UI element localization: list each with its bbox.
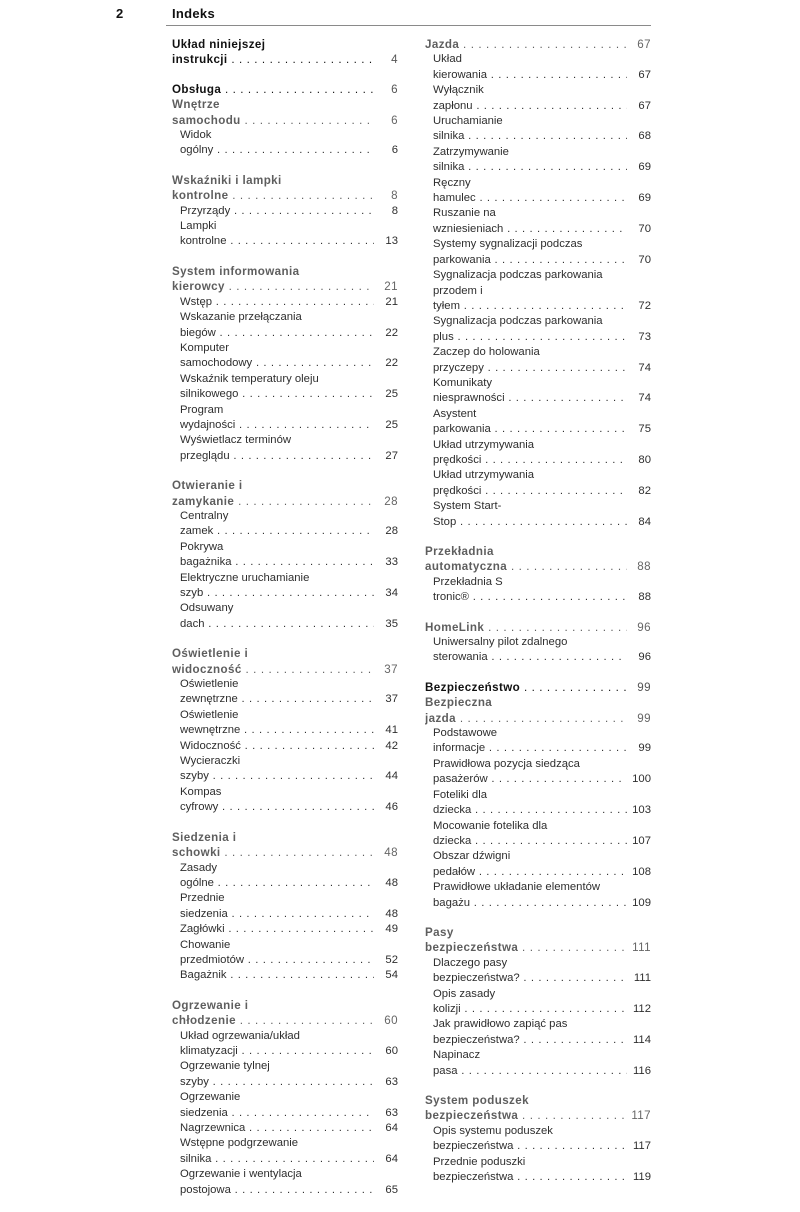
entry-title: Uruchamianie silnika . . . bbox=[433, 115, 651, 142]
index-heading[interactable] bbox=[172, 82, 398, 97]
index-entry[interactable] bbox=[425, 499, 651, 530]
index-entry[interactable] bbox=[425, 987, 651, 1018]
entry-page-number: 49 bbox=[374, 922, 398, 937]
entry-title: Dlaczego pasy bezpieczeństwa? . . . bbox=[433, 957, 651, 984]
entry-title: Wycieraczki szyby . . . bbox=[180, 755, 398, 782]
entry-title: Wskaźnik temperatury oleju silnikowego . . . bbox=[180, 373, 398, 400]
entry-title: Przekładnia S tronic® . . . bbox=[433, 576, 651, 603]
entry-title: Wstęp . . . bbox=[180, 296, 398, 308]
entry-page-number: 25 bbox=[374, 418, 398, 433]
index-entry[interactable] bbox=[425, 268, 651, 314]
index-heading[interactable] bbox=[425, 695, 651, 726]
index-entry[interactable] bbox=[172, 601, 398, 632]
entry-title: Jazda . . . bbox=[425, 38, 651, 51]
entry-title: Ogrzewanie siedzenia . . . bbox=[180, 1091, 398, 1118]
entry-title: Siedzenia i schowki . . . bbox=[172, 831, 398, 859]
index-entry[interactable] bbox=[425, 176, 651, 207]
entry-page-number: 54 bbox=[374, 968, 398, 983]
entry-page-number: 117 bbox=[627, 1108, 651, 1123]
entry-title: Opis zasady kolizji . . . bbox=[433, 988, 651, 1015]
entry-page-number: 88 bbox=[627, 559, 651, 574]
entry-title: Program wydajności . . . bbox=[180, 404, 398, 431]
entry-title: Komunikaty niesprawności . . . bbox=[433, 377, 651, 404]
index-entry[interactable] bbox=[425, 880, 651, 911]
entry-page-number: 48 bbox=[374, 876, 398, 891]
entry-page-number: 52 bbox=[374, 953, 398, 968]
entry-title: Lampki kontrolne . . . bbox=[180, 220, 398, 247]
entry-title: Widok ogólny . . . bbox=[180, 129, 398, 156]
index-entry[interactable] bbox=[425, 788, 651, 819]
index-group bbox=[172, 264, 398, 464]
entry-page-number: 21 bbox=[374, 279, 398, 294]
entry-page-number: 48 bbox=[374, 907, 398, 922]
entry-title: System informowania kierowcy . . . bbox=[172, 265, 398, 293]
entry-page-number: 103 bbox=[627, 803, 651, 818]
entry-title: System Start-Stop . . . bbox=[433, 500, 651, 527]
entry-title: Uniwersalny pilot zdalnego sterowania . . . bbox=[433, 636, 651, 663]
index-entry[interactable] bbox=[425, 83, 651, 114]
entry-title: Ręczny hamulec . . . bbox=[433, 177, 651, 204]
entry-title: Asystent parkowania . . . bbox=[433, 408, 651, 435]
entry-page-number: 109 bbox=[627, 896, 651, 911]
entry-title: HomeLink . . . bbox=[425, 621, 651, 634]
index-entry[interactable] bbox=[425, 849, 651, 880]
index-entry[interactable] bbox=[425, 52, 651, 83]
entry-page-number: 74 bbox=[627, 361, 651, 376]
entry-page-number: 114 bbox=[627, 1033, 651, 1048]
entry-title: Bezpieczna jazda . . . bbox=[425, 696, 651, 724]
index-group bbox=[172, 173, 398, 250]
entry-page-number: 65 bbox=[374, 1183, 398, 1198]
index-entry[interactable] bbox=[172, 1136, 398, 1167]
entry-title: Przednie poduszki bezpieczeństwa . . . bbox=[433, 1156, 651, 1183]
entry-page-number: 37 bbox=[374, 692, 398, 707]
entry-title: Przyrządy . . . bbox=[180, 205, 398, 217]
index-entry[interactable] bbox=[425, 468, 651, 499]
entry-title: Ogrzewanie i chłodzenie . . . bbox=[172, 999, 398, 1027]
index-entry[interactable] bbox=[172, 1029, 398, 1060]
entry-page-number: 72 bbox=[627, 299, 651, 314]
index-heading[interactable] bbox=[425, 680, 651, 695]
entry-page-number: 60 bbox=[374, 1044, 398, 1059]
entry-page-number: 35 bbox=[374, 617, 398, 632]
entry-page-number: 8 bbox=[374, 204, 398, 219]
entry-page-number: 74 bbox=[627, 391, 651, 406]
index-entry[interactable] bbox=[172, 1090, 398, 1121]
index-entry[interactable] bbox=[172, 1167, 398, 1198]
entry-title: Systemy sygnalizacji podczas parkowania . . . bbox=[433, 238, 651, 265]
entry-title: Oświetlenie i widoczność . . . bbox=[172, 647, 398, 675]
index-group bbox=[425, 544, 651, 606]
entry-page-number: 68 bbox=[627, 129, 651, 144]
index-entry[interactable] bbox=[425, 1017, 651, 1048]
entry-title: Sygnalizacja podczas parkowania przodem i tyłem . . . bbox=[433, 269, 651, 312]
entry-page-number: 33 bbox=[374, 555, 398, 570]
index-heading[interactable] bbox=[172, 173, 398, 204]
index-entry[interactable] bbox=[172, 204, 398, 219]
index-group bbox=[172, 830, 398, 984]
entry-page-number: 63 bbox=[374, 1106, 398, 1121]
index-group bbox=[425, 37, 651, 530]
entry-page-number: 75 bbox=[627, 422, 651, 437]
index-heading[interactable] bbox=[172, 97, 398, 128]
entry-page-number: 6 bbox=[374, 143, 398, 158]
entry-title: Sygnalizacja podczas parkowania plus . . . bbox=[433, 315, 651, 342]
entry-title: Ogrzewanie i wentylacja postojowa . . . bbox=[180, 1168, 398, 1195]
index-entry[interactable] bbox=[172, 128, 398, 159]
index-entry[interactable] bbox=[172, 739, 398, 754]
index-heading[interactable] bbox=[425, 925, 651, 956]
entry-title: System poduszek bezpieczeństwa . . . bbox=[425, 1094, 651, 1122]
entry-title: Wskazanie przełączania biegów . . . bbox=[180, 311, 398, 338]
entry-title: Zatrzymywanie silnika . . . bbox=[433, 146, 651, 173]
index-entry[interactable] bbox=[425, 438, 651, 469]
entry-page-number: 69 bbox=[627, 191, 651, 206]
entry-title: Pokrywa bagażnika . . . bbox=[180, 541, 398, 568]
entry-page-number: 88 bbox=[627, 590, 651, 605]
index-heading[interactable] bbox=[425, 37, 651, 52]
header-divider bbox=[166, 25, 651, 26]
entry-page-number: 22 bbox=[374, 326, 398, 341]
entry-title: Zasady ogólne . . . bbox=[180, 862, 398, 889]
index-entry[interactable] bbox=[425, 956, 651, 987]
index-group bbox=[425, 1093, 651, 1185]
entry-page-number: 13 bbox=[374, 234, 398, 249]
entry-page-number: 73 bbox=[627, 330, 651, 345]
index-group bbox=[172, 478, 398, 632]
entry-page-number: 107 bbox=[627, 834, 651, 849]
entry-title: Wyświetlacz terminów przeglądu . . . bbox=[180, 434, 398, 461]
index-entry[interactable] bbox=[172, 219, 398, 250]
entry-page-number: 21 bbox=[374, 295, 398, 310]
entry-page-number: 41 bbox=[374, 723, 398, 738]
index-group bbox=[425, 925, 651, 1079]
entry-page-number: 100 bbox=[627, 772, 651, 787]
entry-page-number: 96 bbox=[627, 620, 651, 635]
index-heading[interactable] bbox=[172, 478, 398, 509]
entry-page-number: 99 bbox=[627, 680, 651, 695]
index-entry[interactable] bbox=[425, 1124, 651, 1155]
index-entry[interactable] bbox=[172, 433, 398, 464]
entry-page-number: 42 bbox=[374, 739, 398, 754]
entry-title: Zagłówki . . . bbox=[180, 923, 398, 935]
entry-page-number: 116 bbox=[627, 1064, 651, 1079]
entry-title: Odsuwany dach . . . bbox=[180, 602, 398, 629]
entry-page-number: 34 bbox=[374, 586, 398, 601]
entry-page-number: 111 bbox=[627, 940, 651, 955]
entry-title: Układ niniejszej instrukcji . . . bbox=[172, 38, 398, 66]
entry-title: Chowanie przedmiotów . . . bbox=[180, 939, 398, 966]
index-entry[interactable] bbox=[425, 757, 651, 788]
index-entry[interactable] bbox=[425, 114, 651, 145]
entry-page-number: 69 bbox=[627, 160, 651, 175]
index-heading[interactable] bbox=[425, 544, 651, 575]
index-entry[interactable] bbox=[425, 575, 651, 606]
index-entry[interactable] bbox=[425, 376, 651, 407]
index-heading[interactable] bbox=[425, 1093, 651, 1124]
entry-page-number: 64 bbox=[374, 1152, 398, 1167]
index-entry[interactable] bbox=[425, 206, 651, 237]
entry-page-number: 82 bbox=[627, 484, 651, 499]
entry-title: Prawidłowa pozycja siedząca pasażerów . . . bbox=[433, 758, 651, 785]
index-entry[interactable] bbox=[172, 403, 398, 434]
entry-page-number: 48 bbox=[374, 845, 398, 860]
entry-page-number: 4 bbox=[374, 52, 398, 67]
entry-page-number: 63 bbox=[374, 1075, 398, 1090]
index-group bbox=[172, 37, 398, 68]
index-entry[interactable] bbox=[172, 310, 398, 341]
entry-page-number: 99 bbox=[627, 741, 651, 756]
entry-title: Elektryczne uruchamianie szyb . . . bbox=[180, 572, 398, 599]
entry-page-number: 119 bbox=[627, 1170, 651, 1185]
entry-title: Napinacz pasa . . . bbox=[433, 1049, 651, 1076]
index-entry[interactable] bbox=[172, 938, 398, 969]
entry-title: Opis systemu poduszek bezpieczeństwa . . . bbox=[433, 1125, 651, 1152]
index-entry[interactable] bbox=[172, 540, 398, 571]
entry-page-number: 99 bbox=[627, 711, 651, 726]
entry-title: Wnętrze samochodu . . . bbox=[172, 98, 398, 126]
entry-title: Ruszanie na wzniesieniach . . . bbox=[433, 207, 651, 234]
index-group bbox=[425, 620, 651, 666]
entry-page-number: 6 bbox=[374, 113, 398, 128]
index-entry[interactable] bbox=[425, 726, 651, 757]
entry-title: Centralny zamek . . . bbox=[180, 510, 398, 537]
index-heading[interactable] bbox=[425, 620, 651, 635]
index-group bbox=[172, 646, 398, 815]
entry-page-number: 64 bbox=[374, 1121, 398, 1136]
entry-page-number: 27 bbox=[374, 449, 398, 464]
index-entry[interactable] bbox=[172, 922, 398, 937]
index-column-left bbox=[172, 37, 398, 1212]
entry-title: Widoczność . . . bbox=[180, 740, 398, 752]
entry-page-number: 25 bbox=[374, 387, 398, 402]
index-entry[interactable] bbox=[172, 861, 398, 892]
entry-page-number: 70 bbox=[627, 222, 651, 237]
page-number: 2 bbox=[116, 6, 124, 21]
index-group bbox=[425, 680, 651, 911]
entry-page-number: 44 bbox=[374, 769, 398, 784]
index-heading[interactable] bbox=[172, 998, 398, 1029]
entry-title: Przednie siedzenia . . . bbox=[180, 892, 398, 919]
entry-page-number: 28 bbox=[374, 494, 398, 509]
index-entry[interactable] bbox=[172, 968, 398, 983]
index-entry[interactable] bbox=[172, 1121, 398, 1136]
entry-page-number: 117 bbox=[627, 1139, 651, 1154]
entry-title: Ogrzewanie tylnej szyby . . . bbox=[180, 1060, 398, 1087]
entry-title: Bagażnik . . . bbox=[180, 969, 398, 981]
index-heading[interactable] bbox=[172, 37, 398, 68]
entry-page-number: 112 bbox=[627, 1002, 651, 1017]
entry-page-number: 37 bbox=[374, 662, 398, 677]
entry-title: Oświetlenie wewnętrzne . . . bbox=[180, 709, 398, 736]
entry-title: Pasy bezpieczeństwa . . . bbox=[425, 926, 651, 954]
index-entry[interactable] bbox=[425, 314, 651, 345]
index-entry[interactable] bbox=[172, 295, 398, 310]
entry-title: Foteliki dla dziecka . . . bbox=[433, 789, 651, 816]
entry-page-number: 67 bbox=[627, 68, 651, 83]
entry-page-number: 84 bbox=[627, 515, 651, 530]
entry-title: Bezpieczeństwo . . . bbox=[425, 681, 651, 694]
index-entry[interactable] bbox=[425, 1155, 651, 1186]
entry-title: Jak prawidłowo zapiąć pas bezpieczeństwa? . . . bbox=[433, 1018, 651, 1045]
index-entry[interactable] bbox=[425, 237, 651, 268]
entry-page-number: 67 bbox=[627, 37, 651, 52]
index-entry[interactable] bbox=[172, 677, 398, 708]
entry-page-number: 96 bbox=[627, 650, 651, 665]
entry-title: Układ utrzymywania prędkości . . . bbox=[433, 469, 651, 496]
entry-title: Prawidłowe układanie elementów bagażu . . . bbox=[433, 881, 651, 908]
index-entry[interactable] bbox=[425, 145, 651, 176]
index-entry[interactable] bbox=[425, 635, 651, 666]
entry-page-number: 8 bbox=[374, 188, 398, 203]
entry-title: Obsługa . . . bbox=[172, 83, 398, 96]
entry-page-number: 6 bbox=[374, 82, 398, 97]
entry-title: Wyłącznik zapłonu . . . bbox=[433, 84, 651, 111]
entry-page-number: 60 bbox=[374, 1013, 398, 1028]
index-entry[interactable] bbox=[425, 407, 651, 438]
index-group bbox=[172, 82, 398, 159]
entry-page-number: 108 bbox=[627, 865, 651, 880]
entry-title: Kompas cyfrowy . . . bbox=[180, 786, 398, 813]
index-entry[interactable] bbox=[172, 891, 398, 922]
entry-title: Przekładnia automatyczna . . . bbox=[425, 545, 651, 573]
entry-title: Układ kierowania . . . bbox=[433, 53, 651, 80]
entry-page-number: 80 bbox=[627, 453, 651, 468]
entry-title: Oświetlenie zewnętrzne . . . bbox=[180, 678, 398, 705]
entry-title: Układ ogrzewania/układ klimatyzacji . . . bbox=[180, 1030, 398, 1057]
entry-page-number: 28 bbox=[374, 524, 398, 539]
index-group bbox=[172, 998, 398, 1198]
index-column-right bbox=[425, 37, 651, 1199]
entry-title: Obszar dźwigni pedałów . . . bbox=[433, 850, 651, 877]
index-entry[interactable] bbox=[172, 785, 398, 816]
entry-page-number: 111 bbox=[627, 971, 651, 986]
entry-title: Wstępne podgrzewanie silnika . . . bbox=[180, 1137, 398, 1164]
entry-title: Zaczep do holowania przyczepy . . . bbox=[433, 346, 651, 373]
index-entry[interactable] bbox=[172, 754, 398, 785]
entry-page-number: 70 bbox=[627, 253, 651, 268]
index-entry[interactable] bbox=[172, 341, 398, 372]
index-entry[interactable] bbox=[172, 509, 398, 540]
index-entry[interactable] bbox=[172, 1059, 398, 1090]
entry-page-number: 46 bbox=[374, 800, 398, 815]
index-entry[interactable] bbox=[425, 819, 651, 850]
entry-title: Wskaźniki i lampki kontrolne . . . bbox=[172, 174, 398, 202]
entry-title: Podstawowe informacje . . . bbox=[433, 727, 651, 754]
entry-title: Mocowanie fotelika dla dziecka . . . bbox=[433, 820, 651, 847]
entry-page-number: 22 bbox=[374, 356, 398, 371]
index-entry[interactable] bbox=[425, 1048, 651, 1079]
index-entry[interactable] bbox=[172, 571, 398, 602]
index-heading[interactable] bbox=[172, 646, 398, 677]
index-heading[interactable] bbox=[172, 264, 398, 295]
index-heading[interactable] bbox=[172, 830, 398, 861]
entry-title: Komputer samochodowy . . . bbox=[180, 342, 398, 369]
index-entry[interactable] bbox=[425, 345, 651, 376]
entry-page-number: 67 bbox=[627, 99, 651, 114]
entry-title: Nagrzewnica . . . bbox=[180, 1122, 398, 1134]
index-entry[interactable] bbox=[172, 372, 398, 403]
page-title: Indeks bbox=[172, 6, 215, 21]
entry-title: Układ utrzymywania prędkości . . . bbox=[433, 439, 651, 466]
entry-title: Otwieranie i zamykanie . . . bbox=[172, 479, 398, 507]
index-entry[interactable] bbox=[172, 708, 398, 739]
